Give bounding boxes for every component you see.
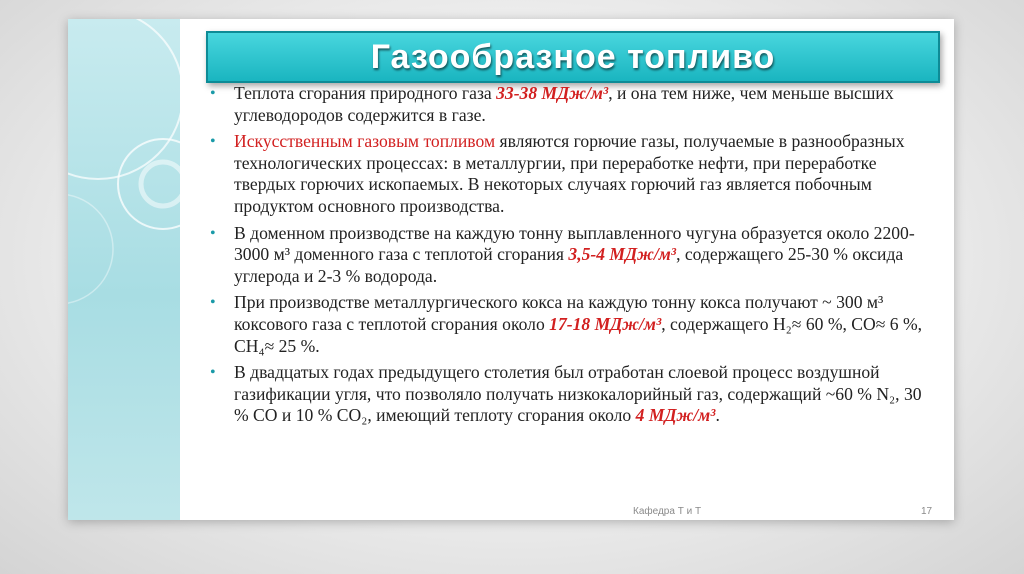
- highlighted-text: 3,5-4 МДж/м³: [568, 244, 677, 265]
- slide: [68, 19, 954, 520]
- highlighted-text: 17-18 МДж/м³: [549, 313, 662, 334]
- bullet-icon: •: [210, 85, 216, 102]
- decorative-circles-icon: [68, 19, 180, 520]
- bullet-item: [208, 131, 933, 217]
- bullet-icon: •: [210, 364, 216, 382]
- highlighted-text: 33-38 МДж/м³: [496, 83, 609, 103]
- bullet-icon: •: [210, 133, 216, 151]
- bullet-icon: •: [210, 294, 216, 312]
- bullet-item: [208, 292, 933, 357]
- bullet-icon: •: [210, 224, 216, 242]
- bullet-item: [208, 83, 933, 126]
- bullet-text: , и она тем ниже, чем меньше высших углеводородов содержится в газе.: [234, 83, 894, 125]
- bullet-text: При производстве металлургического кокса на каждую тонну кокса получают ~ 300 м³ коксового газа с теплотой сгорания около: [234, 292, 884, 334]
- slide-title: Газообразное топливо: [370, 37, 776, 76]
- bullet-text: , содержащего H₂≈ 60 %, CO≈ 6 %, CH₄≈ 25 %.: [234, 313, 923, 356]
- bullet-text: Теплота сгорания природного газа: [234, 83, 497, 103]
- bullet-text: В доменном производстве на каждую тонну выплавленного чугуна образуется около 2200-3000 м³ доменного газа с теплотой сгорания: [234, 222, 915, 265]
- highlighted-text: Искусственным газовым топливом: [234, 131, 496, 152]
- bullet-list: [208, 83, 933, 432]
- highlighted-text: 4 МДж/м³: [635, 405, 716, 426]
- footer-text: Кафедра Т и Т: [633, 506, 702, 517]
- bullet-text: , содержащего 25-30 % оксида углерода и 2-3 % водорода.: [234, 244, 904, 286]
- bullet-text: В двадцатых годах предыдущего столетия был отработан слоевой процесс воздушной газификации угля, что позволяло получать низкокалорийный газ, содержащий ~60 % N₂, 30 % CO и 10 % CO₂, имеющий теплоту сгорания около: [234, 362, 922, 426]
- title-banner: [206, 31, 940, 83]
- bullet-item: [208, 223, 933, 288]
- bullet-text: .: [715, 405, 720, 426]
- bullet-text: являются горючие газы, получаемые в разнообразных технологических процессах: в металлургии, при переработке нефти, при переработке твердых горючих ископаемых. В некоторых случаях горючий газ является побочным продуктом основного производства.: [234, 131, 905, 216]
- bullet-item: [208, 362, 933, 427]
- decorative-side-band: [68, 19, 180, 520]
- page-number: 17: [921, 506, 933, 517]
